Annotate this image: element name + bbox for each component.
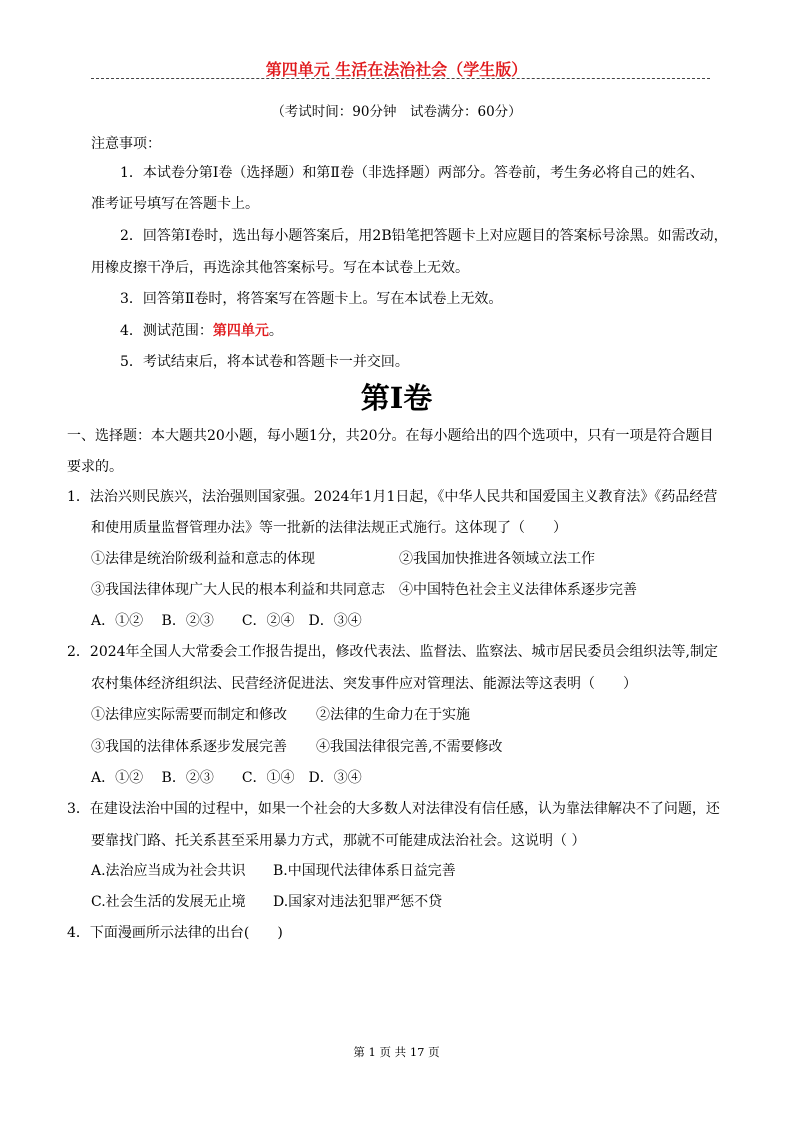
notice-item-4: [120, 321, 283, 341]
q2-stem-line-2: 农村集体经济组织法、民营经济促进法、突发事件应对管理法、能源法等这表明（ ）: [91, 676, 637, 692]
page-number: 第 1 页 共 17 页: [353, 1045, 440, 1059]
q1-statement-1: ①法律是统治阶级利益和意志的体现: [91, 551, 315, 567]
section-intro-line-2: 要求的。: [67, 459, 123, 475]
q3-option-c: C.社会生活的发展无止境: [91, 894, 246, 910]
q2-choices: A．①② B．②③ C．①④ D．③④: [91, 770, 362, 786]
notice-item-1-line-2: 准考证号填写在答题卡上。: [91, 196, 259, 212]
test-scope: 第四单元: [212, 323, 269, 339]
q3-option-a: A.法治应当成为社会共识: [91, 863, 246, 879]
q1-stem-line-2: 和使用质量监督管理办法》等一批新的法律法规正式施行。这体现了（ ）: [91, 520, 567, 536]
notice-item-5: 5．考试结束后，将本试卷和答题卡一并交回。: [120, 354, 409, 370]
notice-item-2-line-2: 用橡皮擦干净后，再选涂其他答案标号。写在本试卷上无效。: [91, 260, 469, 276]
q1-choices: A．①② B．②③ C．②④ D．③④: [91, 613, 362, 629]
header-divider: [91, 78, 710, 79]
notice-item-4-suffix: 。: [268, 323, 283, 339]
q2-statement-2: ②法律的生命力在于实施: [316, 707, 470, 723]
notice-item-4-prefix: 4．测试范围：: [120, 323, 213, 339]
document-title: 第四单元 生活在法治社会（学生版）: [265, 60, 528, 79]
q2-stem-line-1: 2．2024年全国人大常委会工作报告提出，修改代表法、监督法、监察法、城市居民委员会组织法等,制定: [67, 644, 718, 660]
q1-statement-3: ③我国法律体现广大人民的根本利益和共同意志: [91, 582, 385, 598]
notice-heading: 注意事项：: [91, 136, 161, 152]
q1-statement-2: ②我国加快推进各领域立法工作: [399, 551, 595, 567]
q3-option-d: D.国家对违法犯罪严惩不贷: [273, 894, 443, 910]
q3-stem-line-2: 要靠找门路、托关系甚至采用暴力方式，那就不可能建成法治社会。这说明（ ）: [91, 833, 586, 849]
q2-statement-3: ③我国的法律体系逐步发展完善: [91, 739, 287, 755]
q2-statement-1: ①法律应实际需要而制定和修改: [91, 707, 287, 723]
q1-statement-4: ④中国特色社会主义法律体系逐步完善: [399, 582, 637, 598]
notice-item-1-line-1: 1．本试卷分第Ⅰ卷（选择题）和第Ⅱ卷（非选择题）两部分。答卷前，考生务必将自己的姓名、: [120, 165, 704, 181]
notice-item-3: 3．回答第Ⅱ卷时，将答案写在答题卡上。写在本试卷上无效。: [120, 291, 503, 307]
section-title: 第Ⅰ卷: [360, 381, 433, 415]
section-intro-line-1: 一、选择题：本大题共20小题，每小题1分，共20分。在每小题给出的四个选项中，只有一项是符合题目: [67, 428, 714, 444]
q3-option-b: B.中国现代法律体系日益完善: [273, 863, 456, 879]
q3-stem-line-1: 3．在建设法治中国的过程中，如果一个社会的大多数人对法律没有信任感，认为靠法律解决不了问题，还: [67, 801, 720, 817]
exam-info: （考试时间：90分钟 试卷满分：60分）: [271, 104, 522, 120]
q2-statement-4: ④我国法律很完善,不需要修改: [316, 739, 503, 755]
notice-item-2-line-1: 2．回答第Ⅰ卷时，选出每小题答案后，用2B铅笔把答题卡上对应题目的答案标号涂黑。如需改动，: [120, 228, 728, 244]
q4-stem-line-1: 4．下面漫画所示法律的出台( ): [67, 925, 283, 941]
q1-stem-line-1: 1．法治兴则民族兴，法治强则国家强。2024年1月1日起，《中华人民共和国爱国主义教育法》《药品经营: [67, 489, 718, 505]
